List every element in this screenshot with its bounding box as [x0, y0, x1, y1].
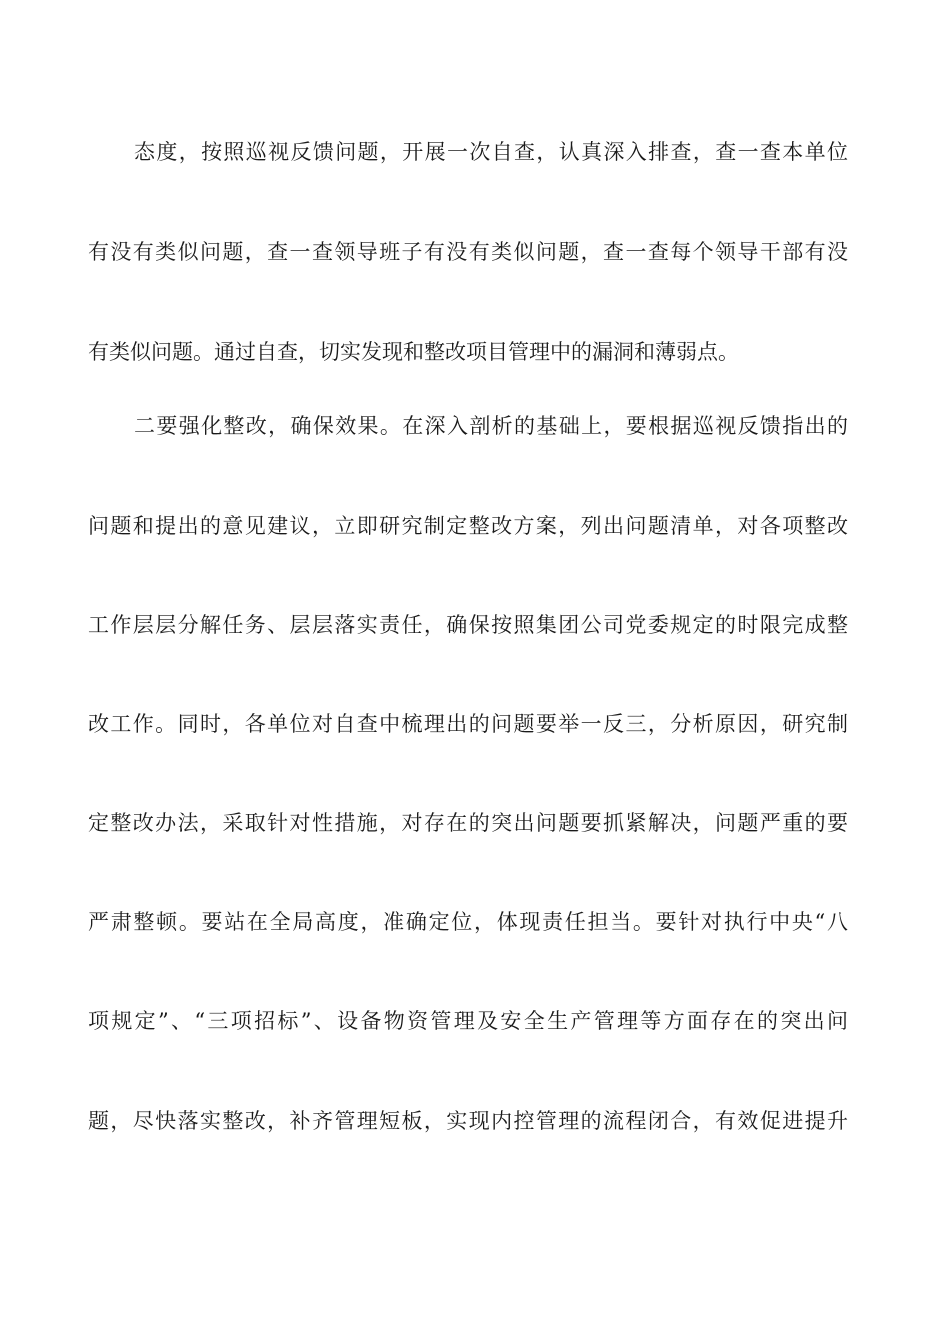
paragraph-line-11: 题，尽快落实整改，补齐管理短板，实现内控管理的流程闭合，有效促进提升	[88, 1109, 848, 1133]
paragraph-line-4: 二要强化整改，确保效果。在深入剖析的基础上，要根据巡视反馈指出的	[134, 414, 848, 438]
paragraph-line-8: 定整改办法，采取针对性措施，对存在的突出问题要抓紧解决，问题严重的要	[88, 811, 848, 835]
paragraph-line-2: 有没有类似问题，查一查领导班子有没有类似问题，查一查每个领导干部有没	[88, 240, 848, 264]
paragraph-line-7: 改工作。同时，各单位对自查中梳理出的问题要举一反三，分析原因，研究制	[88, 712, 848, 736]
paragraph-line-9: 严肃整顿。要站在全局高度，准确定位，体现责任担当。要针对执行中央“八	[88, 910, 848, 934]
paragraph-line-10: 项规定”、“三项招标”、设备物资管理及安全生产管理等方面存在的突出问	[88, 1009, 848, 1033]
paragraph-line-5: 问题和提出的意见建议，立即研究制定整改方案，列出问题清单，对各项整改	[88, 514, 848, 538]
paragraph-line-6: 工作层层分解任务、层层落实责任，确保按照集团公司党委规定的时限完成整	[88, 613, 848, 637]
paragraph-line-3: 有类似问题。通过自查，切实发现和整改项目管理中的漏洞和薄弱点。	[88, 340, 739, 364]
paragraph-line-1: 态度，按照巡视反馈问题，开展一次自查，认真深入排查，查一查本单位	[134, 140, 848, 164]
